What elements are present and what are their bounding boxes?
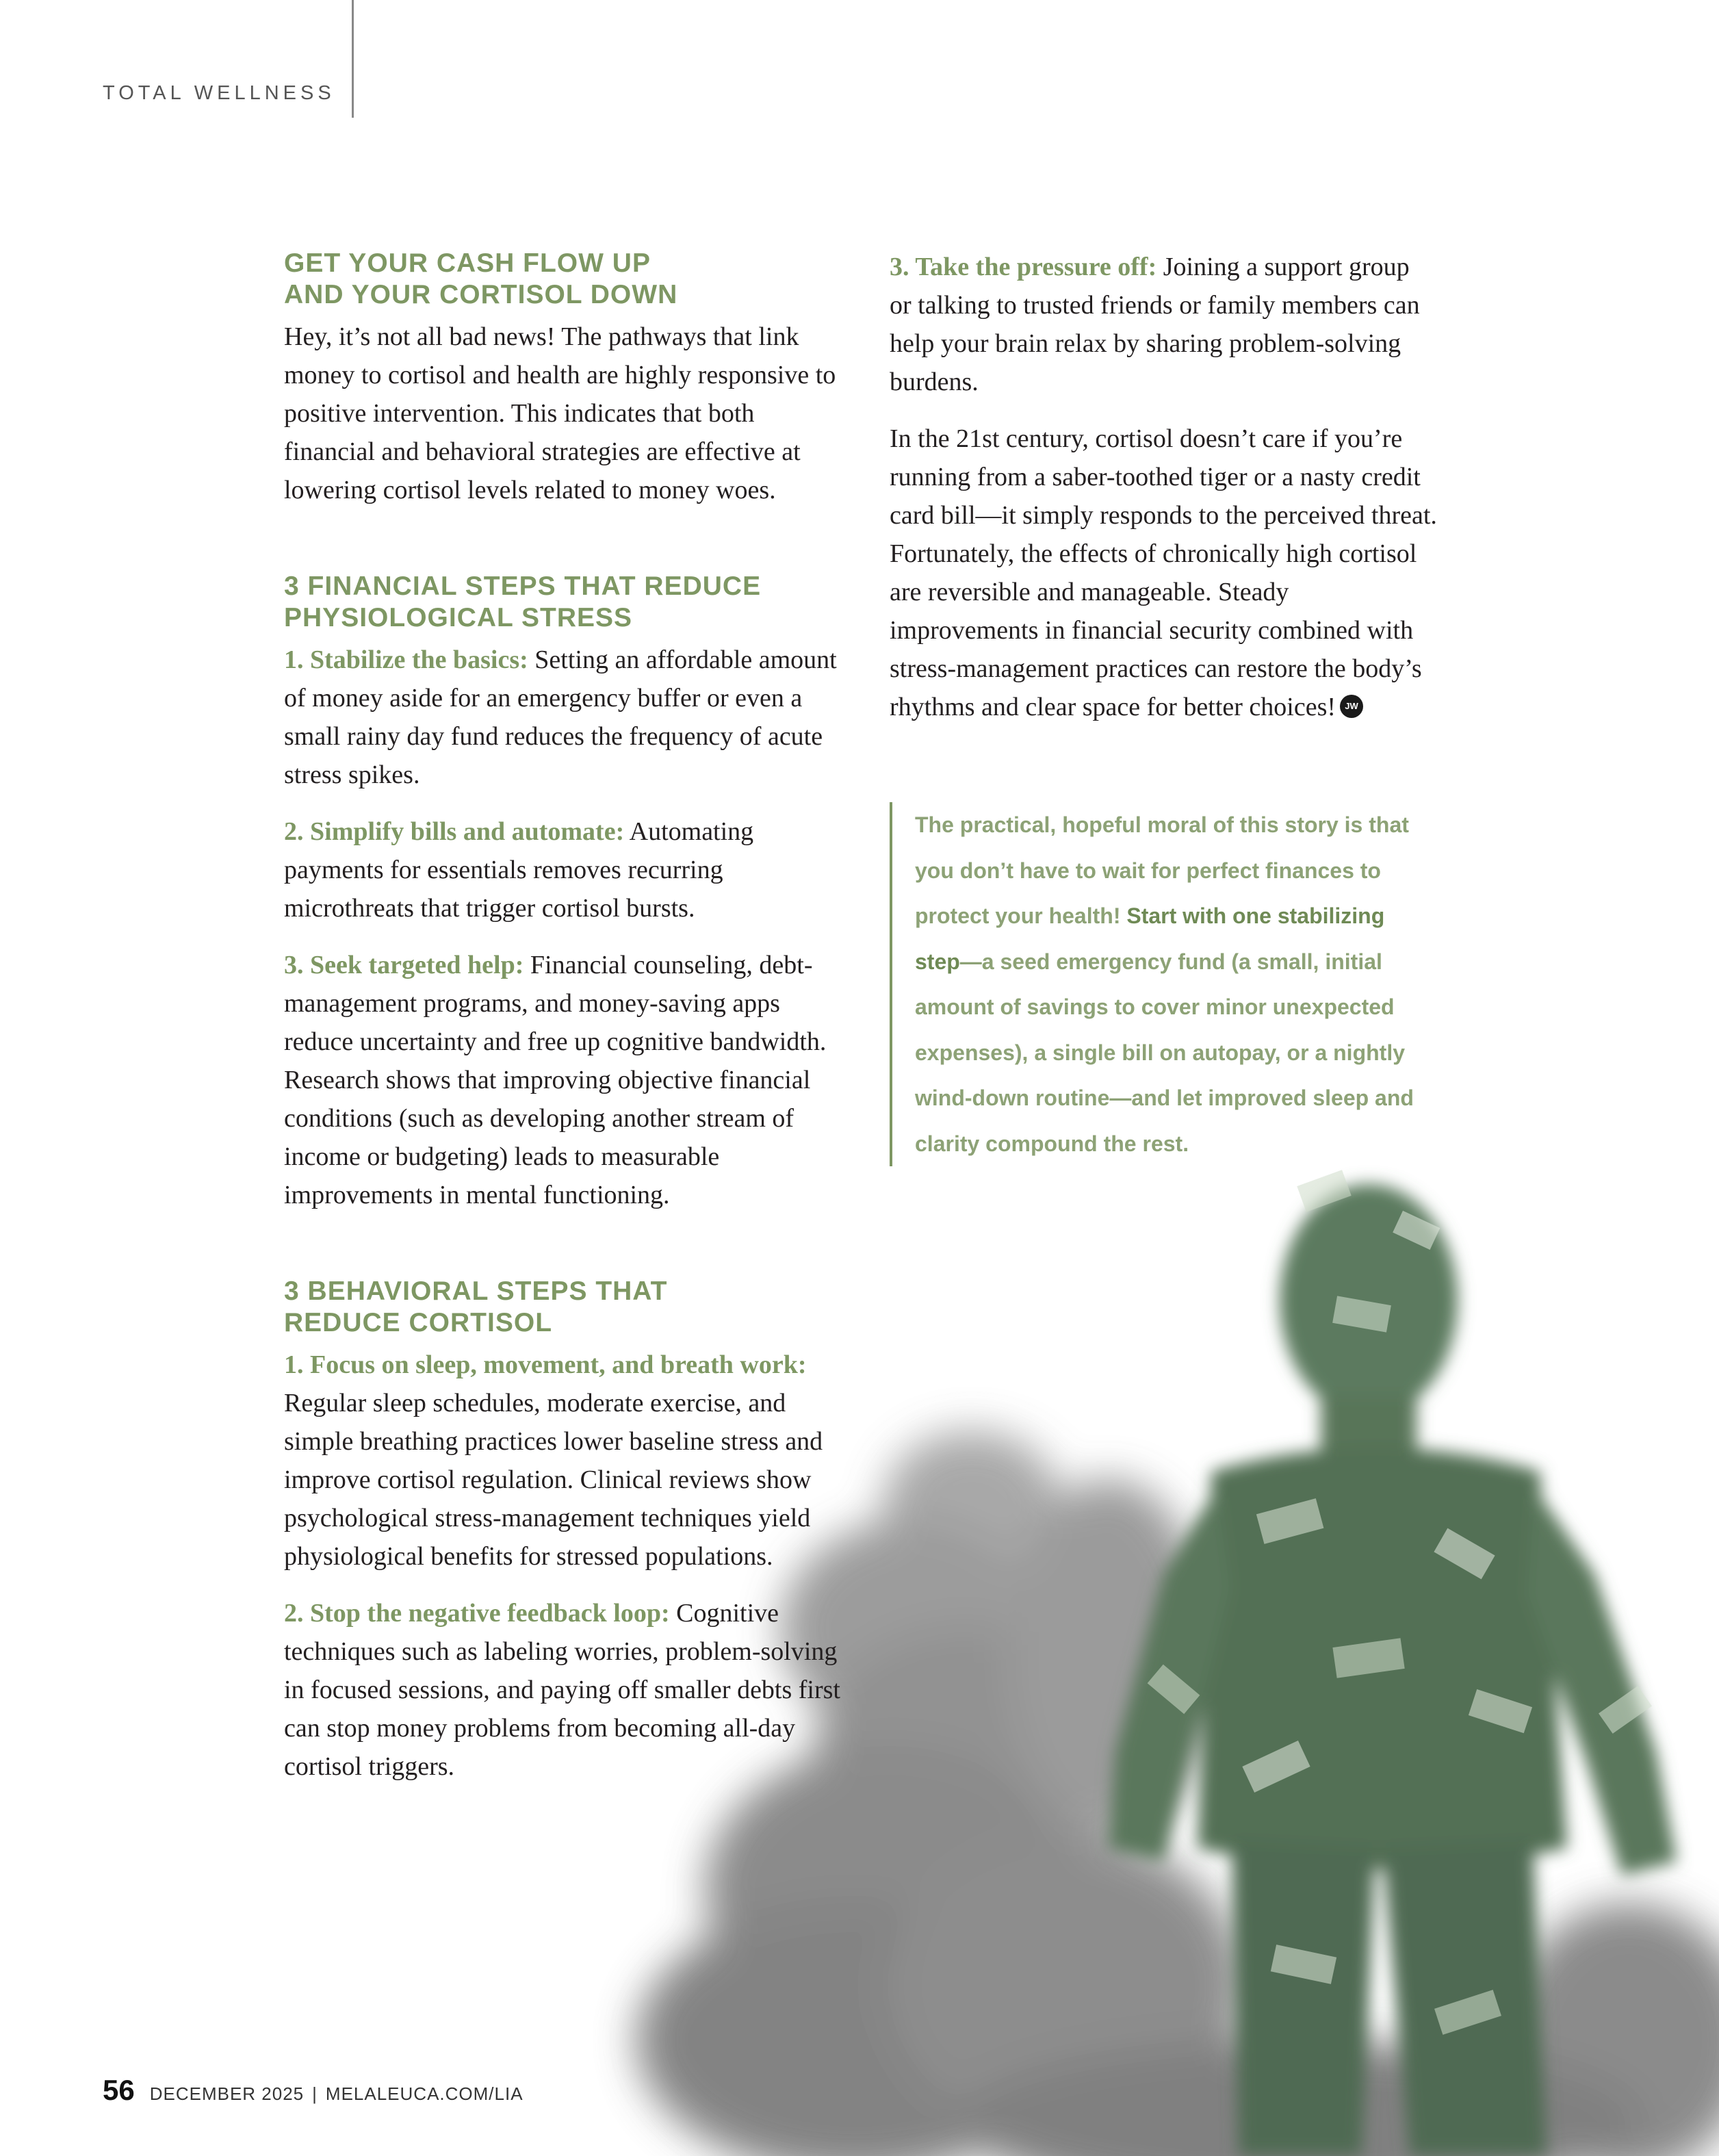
step-label: 3. Take the pressure off: [890, 253, 1157, 281]
step-text: Automating payments for essentials removes recurring microthreats that trigger cortisol bursts. [284, 817, 754, 923]
heading-line: GET YOUR CASH FLOW UP [284, 248, 651, 278]
author-badge-icon: JW [1340, 695, 1363, 718]
heading-cash-flow [284, 248, 845, 311]
heading-behavioral-steps [284, 1276, 845, 1339]
header-divider [352, 0, 354, 118]
section-label: TOTAL WELLNESS [103, 82, 335, 104]
step-label: 1. Focus on sleep, movement, and breath work: [284, 1350, 807, 1379]
step-label: 3. Seek targeted help: [284, 951, 524, 979]
behavioral-step-3 [890, 248, 1437, 401]
right-column [890, 248, 1437, 745]
left-column [284, 248, 845, 1804]
conclusion-text: In the 21st century, cortisol doesn’t care if you’re running from a saber-toothed tiger or a nasty credit card bill—it simply responds to the perceived threat. Fortunately, the effects of chronically high cortisol are reversible and manageable. Steady improvements in financial security combined with stress-management practices can restore the body’s rhythms and clear space for better choices! [890, 424, 1437, 721]
financial-step-1 [284, 641, 845, 794]
behavioral-step-2 [284, 1594, 845, 1786]
issue-date: DECEMBER 2025 [149, 2083, 305, 2104]
page-footer [103, 2074, 524, 2107]
heading-financial-steps [284, 571, 845, 634]
heading-line: PHYSIOLOGICAL STRESS [284, 603, 633, 632]
step-label: 1. Stabilize the basics: [284, 645, 528, 674]
pull-quote-text: The practical, hopeful moral of this story is that you don’t have to wait for perfect finances to protect your health! [915, 812, 1409, 928]
financial-step-2 [284, 812, 845, 927]
heading-line: 3 BEHAVIORAL STEPS THAT [284, 1276, 668, 1306]
step-text: Regular sleep schedules, moderate exercise, and simple breathing practices lower baseline stress and improve cortisol regulation. Clinical reviews show psychological stress-management techniques yield physiological benefits for stressed populations. [284, 1389, 823, 1571]
step-text: Cognitive techniques such as labeling worries, problem-solving in focused sessions, and paying off smaller debts first can stop money problems from becoming all-day cortisol triggers. [284, 1599, 840, 1781]
step-text: Financial counseling, debt-management programs, and money-saving apps reduce uncertainty and free up cognitive bandwidth. Research shows that improving objective financial conditions (such as developing another stream of income or budgeting) leads to measurable improvements in mental functioning. [284, 951, 827, 1209]
step-label: 2. Stop the negative feedback loop: [284, 1599, 670, 1628]
financial-step-3 [284, 946, 845, 1214]
footer-separator: | [312, 2083, 318, 2104]
intro-paragraph: Hey, it’s not all bad news! The pathways that link money to cortisol and health are highly responsive to positive intervention. This indicates that both financial and behavioral strategies are effective at lowering cortisol levels related to money woes. [284, 322, 836, 504]
page-number: 56 [103, 2074, 135, 2106]
step-label: 2. Simplify bills and automate: [284, 817, 625, 846]
pull-quote-text: —a seed emergency fund (a small, initial amount of savings to cover minor unexpected expenses), a single bill on autopay, or a nightly wind-down routine—and let improved sleep and clarity compound the rest. [915, 949, 1414, 1156]
step-text: Setting an affordable amount of money aside for an emergency buffer or even a small rainy day fund reduces the frequency of acute stress spikes. [284, 645, 837, 789]
heading-line: REDUCE CORTISOL [284, 1308, 553, 1337]
website-link[interactable]: MELALEUCA.COM/LIA [325, 2083, 524, 2104]
conclusion-paragraph [890, 420, 1437, 726]
heading-line: AND YOUR CORTISOL DOWN [284, 280, 678, 309]
pull-quote-emphasis: Start with one stabilizing step [915, 903, 1385, 974]
pull-quote [890, 802, 1435, 1166]
step-text: Joining a support group or talking to trusted friends or family members can help your brain relax by sharing problem-solving burdens. [890, 253, 1420, 396]
heading-line: 3 FINANCIAL STEPS THAT REDUCE [284, 572, 762, 601]
behavioral-step-1 [284, 1346, 845, 1576]
